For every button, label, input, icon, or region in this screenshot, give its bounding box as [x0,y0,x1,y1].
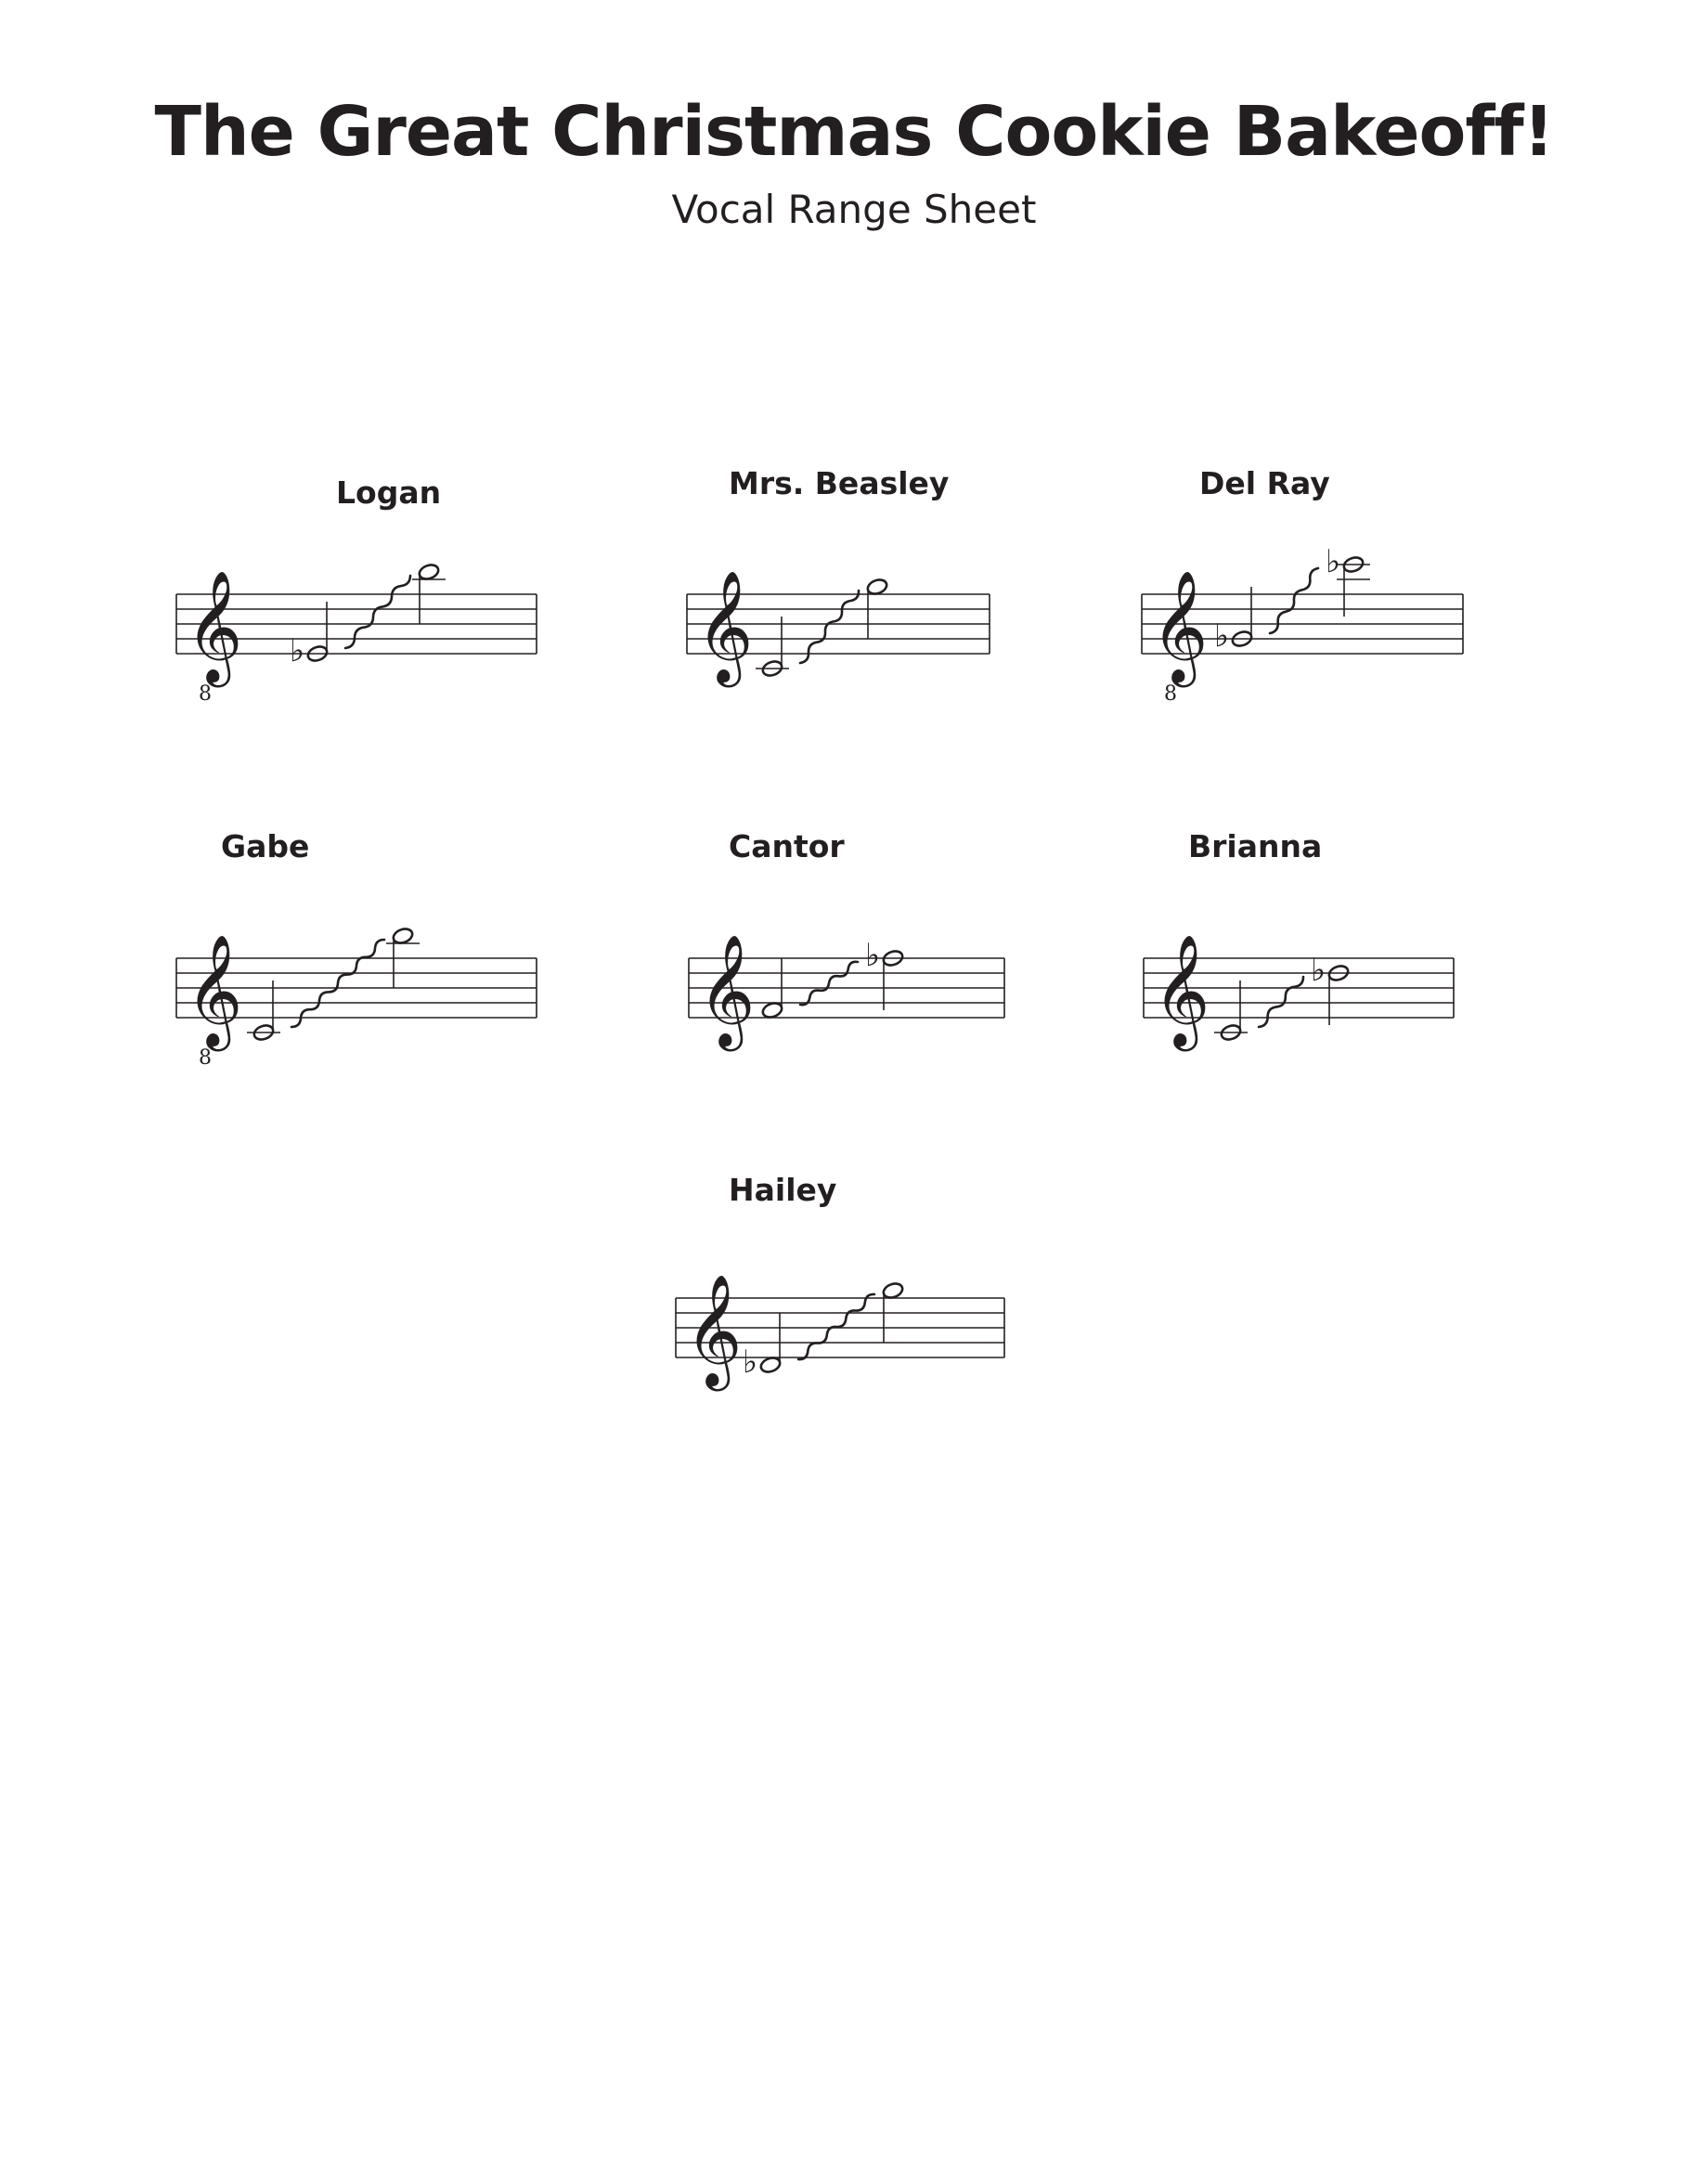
page-subtitle: Vocal Range Sheet [671,187,1037,232]
singer-name-logan: Logan [336,474,442,511]
glissando-line [1259,977,1303,1027]
singer-name-mrs-beasley: Mrs. Beasley [729,465,950,501]
range-staff-hailey [657,1214,1023,1428]
singer-name-hailey: Hailey [729,1172,837,1208]
lowest-note-notehead [761,1001,784,1020]
octave-8vb-marker: 8 [1164,682,1177,706]
glissando-line [800,591,859,663]
octave-8vb-marker: 8 [199,1046,212,1070]
glissando-line [798,1294,874,1359]
glissando-line [345,576,410,648]
lowest-note-flat-icon: ♭ [1214,617,1230,655]
singer-name-brianna: Brianna [1188,828,1323,864]
treble-clef-icon: 𝄞 [1151,569,1209,682]
glissando-line [291,940,384,1027]
octave-8vb-marker: 8 [199,682,212,706]
highest-note-flat-icon: ♭ [865,937,881,974]
treble-clef-icon: 𝄞 [696,569,754,682]
highest-note-notehead [418,563,441,581]
range-staff-logan [158,511,555,724]
range-staff-cantor [670,875,1023,1088]
range-staff-gabe [158,875,555,1088]
lowest-note-flat-icon: ♭ [743,1344,758,1381]
glissando-line [800,962,858,1005]
range-staff-mrs-beasley [668,511,1008,724]
highest-note-flat-icon: ♭ [1326,543,1341,580]
treble-clef-icon: 𝄞 [1153,933,1210,1046]
treble-clef-icon: 𝄞 [186,933,243,1046]
treble-clef-icon: 𝄞 [186,569,243,682]
singer-name-cantor: Cantor [729,828,845,864]
highest-note-notehead [866,578,889,596]
singer-name-del-ray: Del Ray [1199,465,1330,501]
treble-clef-icon: 𝄞 [685,1273,743,1386]
page-title: The Great Christmas Cookie Bakeoff! [154,92,1554,172]
highest-note-notehead [882,1281,905,1300]
highest-note-notehead [392,927,415,945]
range-staff-brianna [1125,875,1472,1088]
treble-clef-icon: 𝄞 [698,933,756,1046]
lowest-note-flat-icon: ♭ [290,632,305,669]
range-staff-del-ray [1123,511,1482,724]
singer-name-gabe: Gabe [221,828,310,864]
highest-note-flat-icon: ♭ [1311,952,1326,989]
lowest-note-notehead [759,1356,783,1374]
